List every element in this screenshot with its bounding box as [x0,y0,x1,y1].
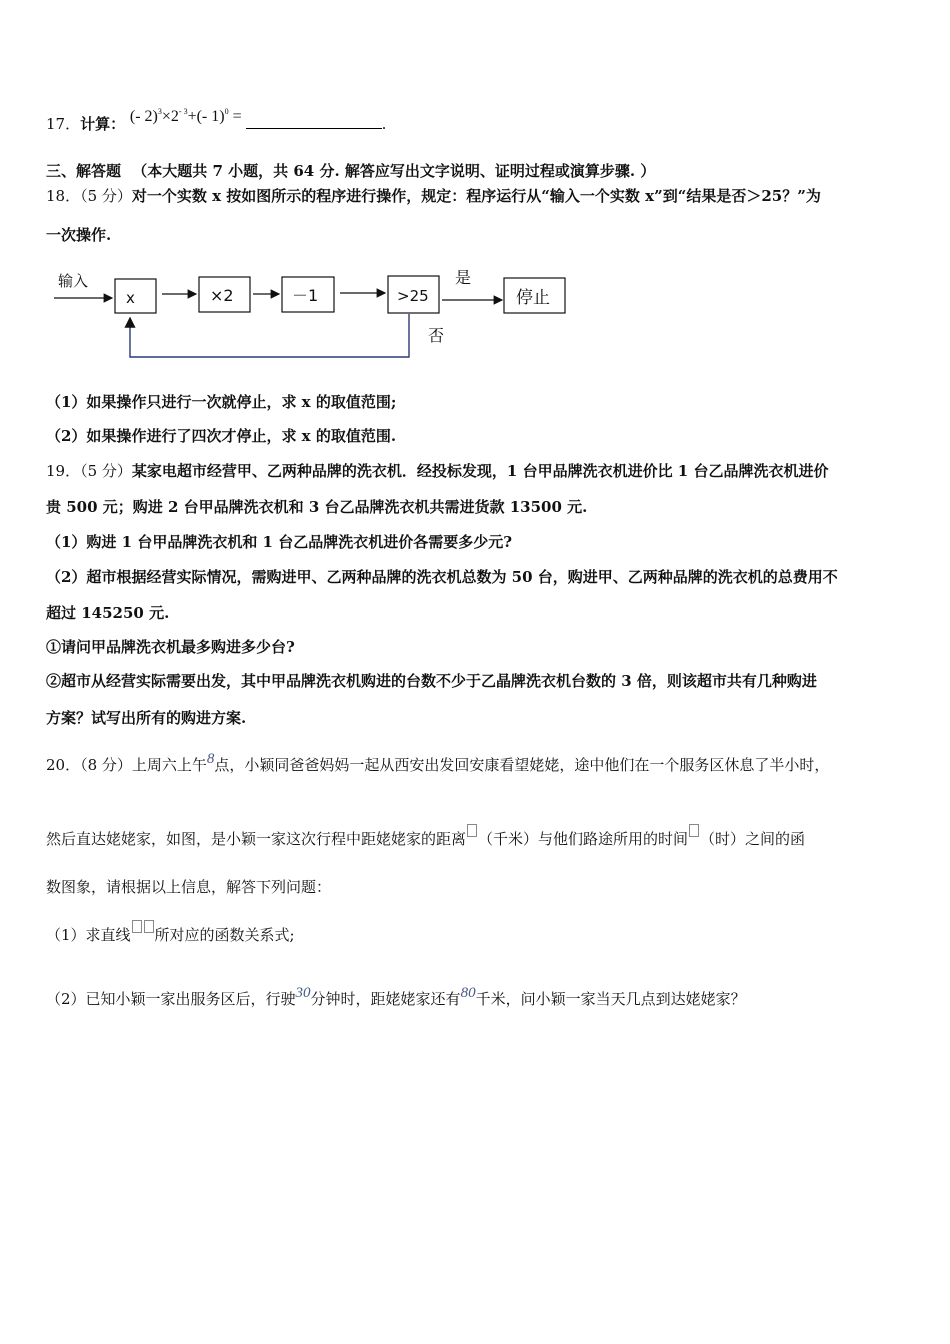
q19-part2a: （2）超市根据经营实际情况，需购进甲、乙两种品牌的洗衣机总数为 50 台，购进甲、乙两种品牌的洗衣机的总费用不 [46,568,838,586]
q18-line2: 一次操作. [46,226,112,244]
q20-hour: 8 [206,751,215,767]
flow-box-x [115,279,156,313]
flow-loop-back [130,314,409,357]
q20-number: 20． [46,756,81,774]
q19-sub1: ①请问甲品牌洗衣机最多购进多少台? [46,638,295,656]
q19-line1 [46,461,828,481]
q20-line3: 数图象，请根据以上信息，解答下列问题： [46,878,332,896]
q18-line1 [46,186,821,206]
section3-heading [46,161,655,181]
q17-expression: (- $2)^3\times 2^{- 3}+(-$ 1)$^0$ = [129,107,242,125]
q19-line2: 贵 500 元；购进 2 台甲品牌洗衣机和 3 台乙品牌洗衣机共需进货款 13500 元. [46,498,588,516]
q20-line2: 然后直达姥姥家，如图，是小颖一家这次行程中距姥姥家的距离 （千米）与他们路途所用的时间 （时）之间的函 [46,829,805,849]
q18-flowchart [0,262,950,362]
q19-number: 19． [46,462,81,480]
line-point-b-placeholder [144,920,154,933]
flow-input-label: 输入 [58,272,89,290]
q17-answer-blank [246,114,382,129]
q20-part1: （1）求直线 所对应的函数关系式; [46,925,295,945]
q20-points: （8 分） [80,756,132,774]
q20-part2: （2）已知小颖一家出服务区后，行驶30分钟时，距姥姥家还有80千米，问小颖一家当天几点到达姥姥家？ [46,985,746,1008]
variable-y-placeholder [467,824,477,837]
flow-box-times2-label: ×2 [210,286,234,305]
flow-box-check-label: >25 [397,287,429,305]
q19-part2b: 超过 145250 元. [46,604,170,622]
flow-box-stop-label: 停止 [516,288,550,308]
flow-no-label: 否 [428,326,445,345]
q17-end: . [381,115,387,133]
q18-text1: 对一个实数 x 按如图所示的程序进行操作，规定：程序运行从“输入一个实数 x”到“结果是否＞25？”为 [131,187,821,205]
variable-x-placeholder [689,824,699,837]
q19-points: （5 分） [80,462,132,480]
q20-line1: 20．（8 分）上周六上午8点，小颖同爸爸妈妈一起从西安出发回安康看望姥姥，途中他们在一个服务区休息了半小时， [46,751,830,774]
q19-sub2a: ②超市从经营实际需要出发，其中甲品牌洗衣机购进的台数不少于乙晶牌洗衣机台数的 3 倍，则该超市共有几种购进 [46,672,817,690]
q18-part1: （1）如果操作只进行一次就停止，求 x 的取值范围; [46,393,397,411]
q18-points: （5 分） [80,187,132,205]
q19-part1: （1）购进 1 台甲品牌洗衣机和 1 台乙品牌洗衣机进价各需要多少元? [46,533,512,551]
q17-line [46,107,387,137]
flow-yes-label: 是 [455,268,472,287]
line-point-a-placeholder [132,920,142,933]
flow-box-x-label: x [126,289,135,307]
q19-text1: 某家电超市经营甲、乙两种品牌的洗衣机．经投标发现，1 台甲品牌洗衣机进价比 1 台乙品牌洗衣机进价 [131,462,829,480]
q20-minutes: 30 [295,985,311,1001]
q20-distance: 80 [460,985,476,1001]
flow-box-minus1-label: －1 [292,286,319,305]
q17-label: 计算： [80,115,126,133]
q18-number: 18． [46,187,81,205]
section3-title: 三、解答题 [46,162,122,180]
q18-part2: （2）如果操作进行了四次才停止，求 x 的取值范围. [46,427,397,445]
q19-sub2b: 方案？试写出所有的购进方案. [46,709,247,727]
q17-number: 17． [46,115,81,133]
section3-note: （本大题共 7 小题，共 64 分. 解答应写出文字说明、证明过程或演算步骤. ） [132,162,656,180]
